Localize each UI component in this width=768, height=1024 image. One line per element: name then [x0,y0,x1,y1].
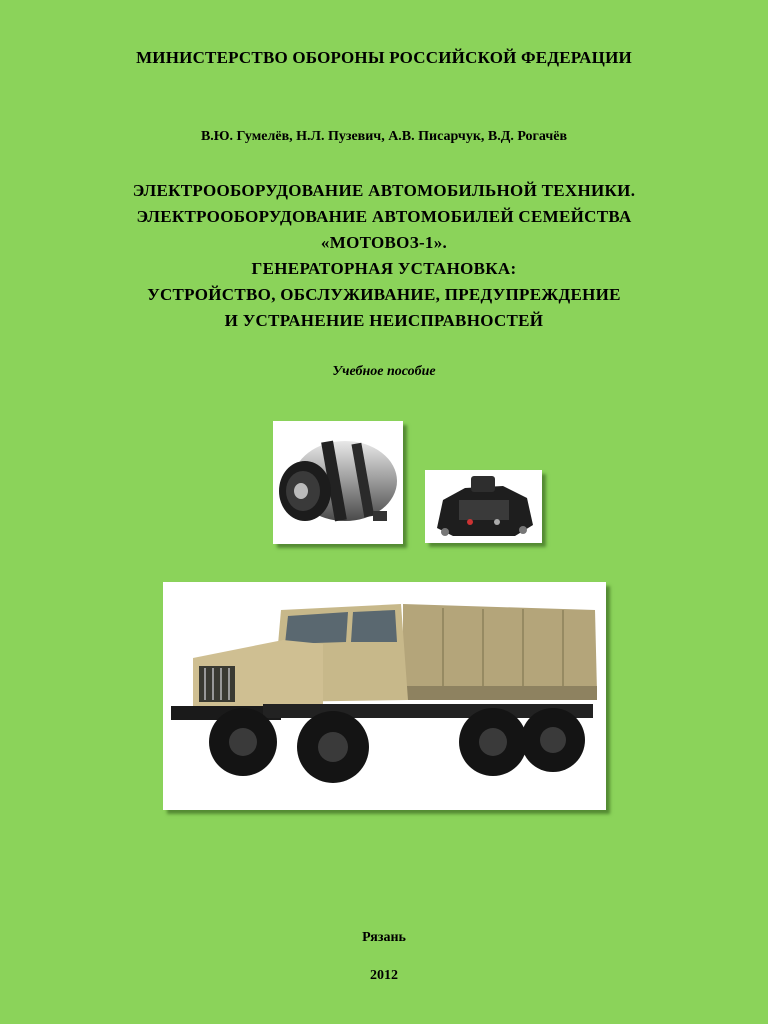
regulator-illustration [425,470,542,543]
title-line-5: УСТРОЙСТВО, ОБСЛУЖИВАНИЕ, ПРЕДУПРЕЖДЕНИЕ [147,285,621,304]
publication-city: Рязань [362,930,406,945]
title-line-3: «МОТОВОЗ-1». [320,233,448,252]
title-line-4: ГЕНЕРАТОРНАЯ УСТАНОВКА: [251,259,517,278]
truck-illustration [163,582,606,810]
title-line-1: ЭЛЕКТРООБОРУДОВАНИЕ АВТОМОБИЛЬНОЙ ТЕХНИКИ. [132,181,636,200]
title-line-2: ЭЛЕКТРООБОРУДОВАНИЕ АВТОМОБИЛЕЙ СЕМЕЙСТВА [136,207,632,226]
book-subtitle: Учебное пособие [332,364,436,379]
authors-line: В.Ю. Гумелёв, Н.Л. Пузевич, А.В. Писарчук, В.Д. Рогачёв [200,129,568,144]
book-title [80,178,688,334]
ministry-header: МИНИСТЕРСТВО ОБОРОНЫ РОССИЙСКОЙ ФЕДЕРАЦИИ [136,48,632,67]
generator-illustration [273,421,403,544]
publication-year: 2012 [370,968,398,983]
generator-photo [273,421,403,544]
ural-truck-photo [163,582,606,810]
title-line-6: И УСТРАНЕНИЕ НЕИСПРАВНОСТЕЙ [224,311,544,330]
voltage-regulator-photo [425,470,542,543]
